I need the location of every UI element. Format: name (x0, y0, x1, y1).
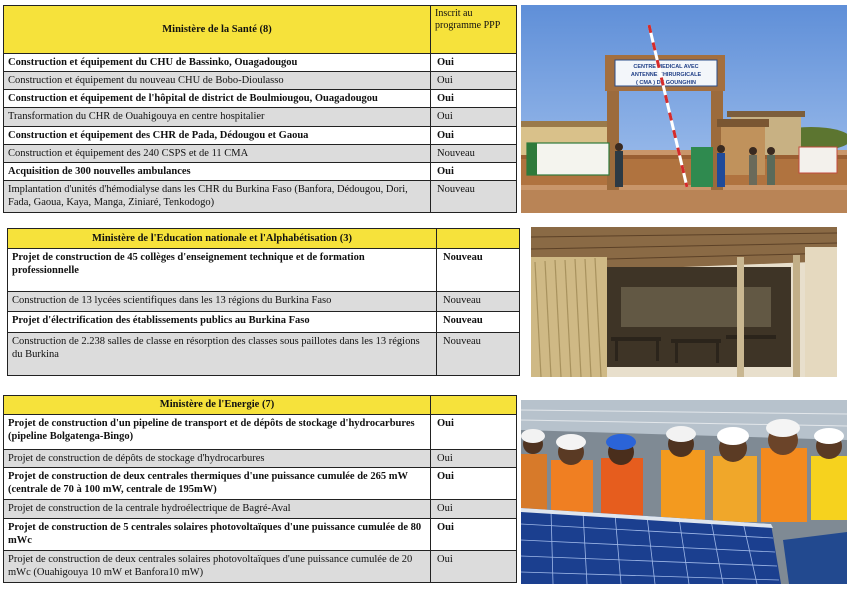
table-row (4, 144, 517, 162)
ppp-status: Nouveau (437, 291, 520, 312)
table-row (4, 500, 517, 519)
sign-text-line3: ( CMA ) DE GOUNGHIN (636, 80, 696, 86)
table-row (4, 414, 517, 449)
table-row (4, 162, 517, 180)
table-row (8, 332, 520, 375)
ppp-status: Nouveau (431, 180, 517, 212)
column-header (437, 229, 520, 249)
project-description: Projet de construction de deux centrales solaires photovoltaïques d'une puissance cumulée de 20 mWc (Ouahigouya 10 mW et Banfora10 mW) (4, 550, 431, 582)
ppp-status: Oui (431, 108, 517, 126)
energie-table (3, 395, 517, 583)
straw-classroom-photo (531, 227, 837, 377)
table-row (4, 72, 517, 90)
ppp-status: Oui (431, 500, 517, 519)
table-row (4, 468, 517, 500)
column-header: Inscrit au programme PPP (431, 6, 517, 54)
ppp-status: Oui (431, 54, 517, 72)
section-title: Ministère de l'Education nationale et l'Alphabétisation (3) (8, 229, 437, 249)
ppp-status: Oui (431, 90, 517, 108)
ppp-status: Oui (431, 414, 517, 449)
table-row (8, 291, 520, 312)
project-description: Transformation du CHR de Ouahigouya en centre hospitalier (4, 108, 431, 126)
table-row (4, 54, 517, 72)
ppp-status: Oui (431, 518, 517, 550)
project-description: Projet de construction de la centrale hydroélectrique de Bagré-Aval (4, 500, 431, 519)
table-header (4, 396, 517, 415)
project-description: Projet de construction de 45 collèges d'enseignement technique et de formation professionnelle (8, 248, 437, 291)
section-title: Ministère de la Santé (8) (4, 6, 431, 54)
ppp-status: Nouveau (431, 144, 517, 162)
project-description: Construction et équipement du nouveau CHU de Bobo-Dioulasso (4, 72, 431, 90)
project-description: Projet de construction de 5 centrales solaires photovoltaïques d'une puissance cumulée de 80 mWc (4, 518, 431, 550)
project-description: Projet d'électrification des établissements publics au Burkina Faso (8, 312, 437, 333)
project-description: Acquisition de 300 nouvelles ambulances (4, 162, 431, 180)
ppp-status: Nouveau (437, 248, 520, 291)
hospital-entrance-photo (521, 5, 847, 213)
sign-text-line2: ANTENNE CHIRURGICALE (630, 72, 702, 78)
section-title: Ministère de l'Energie (7) (4, 396, 431, 415)
project-description: Construction et équipement des 240 CSPS et de 11 CMA (4, 144, 431, 162)
ppp-status: Nouveau (437, 332, 520, 375)
solar-workers-photo (521, 400, 847, 584)
table-header (8, 229, 520, 249)
ppp-status: Oui (431, 72, 517, 90)
sante-table (3, 5, 517, 213)
ppp-status: Oui (431, 468, 517, 500)
table-row (4, 449, 517, 468)
column-header (431, 396, 517, 415)
project-description: Construction de 13 lycées scientifiques dans les 13 régions du Burkina Faso (8, 291, 437, 312)
table-row (8, 248, 520, 291)
project-description: Projet de construction d'un pipeline de transport et de dépôts de stockage d'hydrocarbures (pipeline Bolgatenga-Bingo) (4, 414, 431, 449)
ppp-status: Nouveau (437, 312, 520, 333)
sign-text-line1: CENTRE MEDICAL AVEC (633, 64, 699, 70)
table-row (4, 180, 517, 212)
table-row (8, 312, 520, 333)
ppp-status: Oui (431, 126, 517, 144)
project-description: Construction et équipement des CHR de Pada, Dédougou et Gaoua (4, 126, 431, 144)
table-row (4, 90, 517, 108)
ppp-status: Oui (431, 550, 517, 582)
project-description: Construction et équipement de l'hôpital de district de Boulmiougou, Ouagadougou (4, 90, 431, 108)
project-description: Projet de construction de deux centrales thermiques d'une puissance cumulée de 265 mW (centrale de 70 à 100 mW, centrale de 195mW) (4, 468, 431, 500)
project-description: Construction de 2.238 salles de classe en résorption des classes sous paillotes dans les 13 régions du Burkina (8, 332, 437, 375)
ppp-status: Oui (431, 162, 517, 180)
project-description: Projet de construction de dépôts de stockage d'hydrocarbures (4, 449, 431, 468)
table-row (4, 126, 517, 144)
table-row (4, 550, 517, 582)
education-table (7, 228, 520, 376)
table-header (4, 6, 517, 54)
table-row (4, 518, 517, 550)
ppp-status: Oui (431, 449, 517, 468)
project-description: Construction et équipement du CHU de Bassinko, Ouagadougou (4, 54, 431, 72)
project-description: Implantation d'unités d'hémodialyse dans les CHR du Burkina Faso (Banfora, Dédougou, Dori, Fada, Gaoua, Kaya, Manga, Ziniaré, Tenkodogo) (4, 180, 431, 212)
table-row (4, 108, 517, 126)
